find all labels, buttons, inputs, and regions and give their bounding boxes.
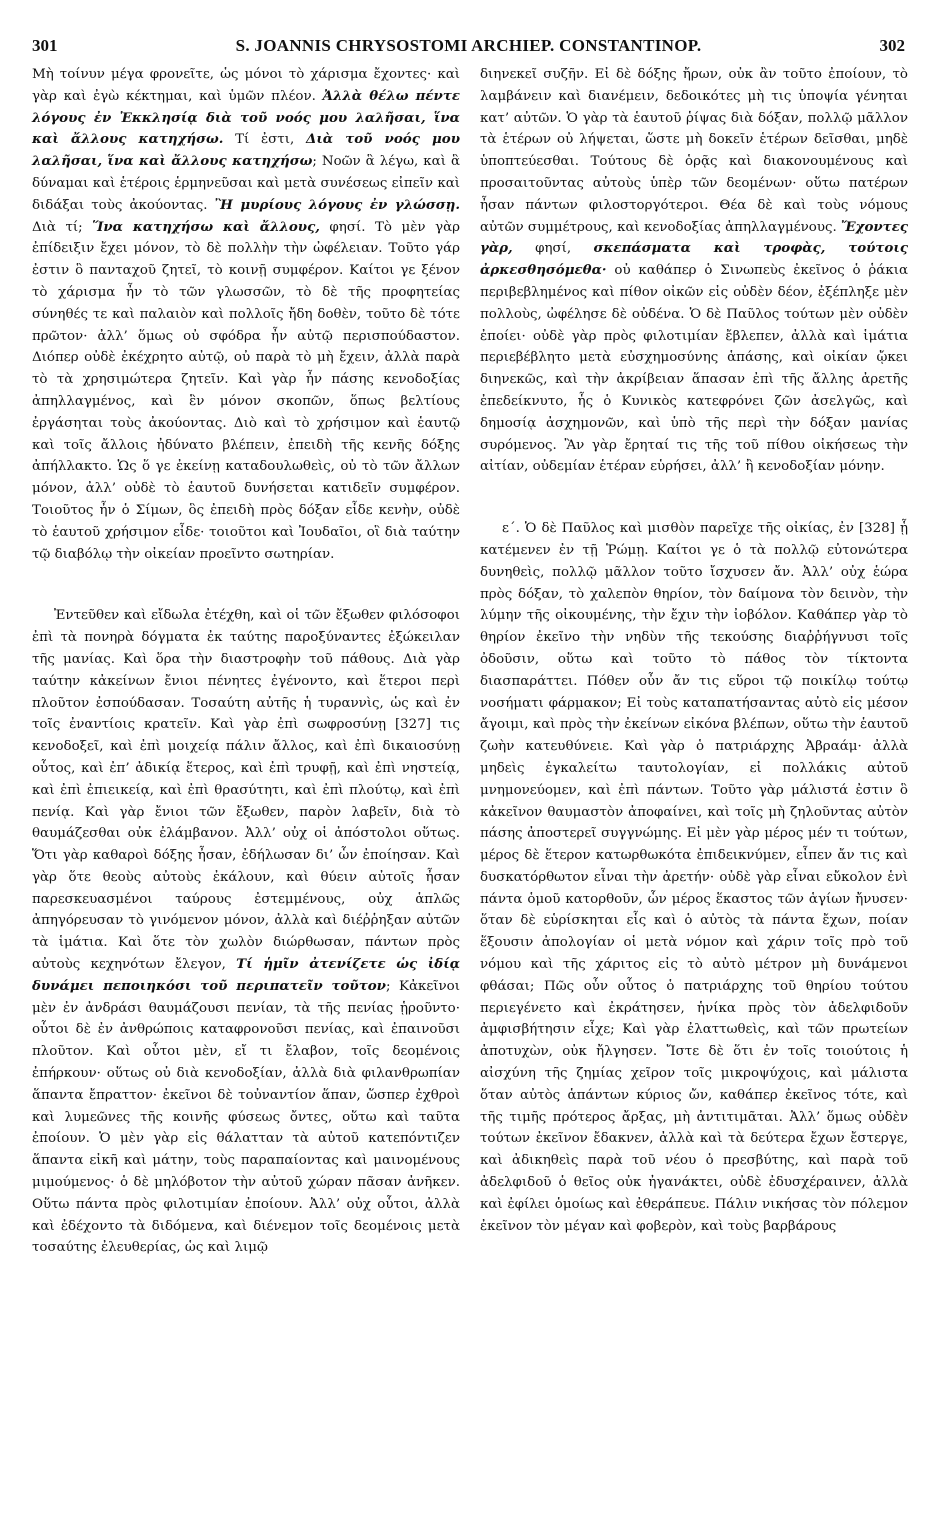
page-header bbox=[32, 36, 905, 60]
body-text: Διὰ τί; bbox=[32, 219, 93, 235]
body-text: οὐ καθάπερ ὁ Σινωπεὺς ἐκεῖνος ὁ ῥάκια περιβεβλημένος καὶ πίθον οἰκῶν εἰς οὐδὲν δέον, ἐξέπληξε μὲν πολλοὺς, ὠφέλησε δὲ οὐδένα. Ὁ δὲ Παῦλος τούτων μὲν οὐδὲν ἐποίει· οὐδὲ γὰρ πρὸς φιλοτιμίαν ἔβλεπεν, ἀλλὰ καὶ ἱμάτια περιεβέβλητο μετὰ εὐσχημοσύνης ἁπάσης, καὶ οἰκίαν ᾤκει διηνεκῶς, καὶ τὴν ἀκρίβειαν ἅπασαν ἐπὶ τῆς ἄλλης ἀρετῆς ἐπεδείκνυτο, ἧς ὁ Κυνικὸς κατεφρόνει ζῶν ἀσελγῶς, καὶ δημοσίᾳ ἀσχημονῶν, καὶ ὑπὸ τῆς περὶ τὴν δόξαν μανίας συρόμενος. Ἂν γὰρ ἔρηταί τις τῆς τοῦ πίθου οἰκήσεως τὴν αἰτίαν, οὐδεμίαν ἑτέραν εὑρήσει, ἀλλ’ ἢ κενοδοξίαν μόνην. bbox=[480, 263, 908, 475]
right-column bbox=[480, 64, 908, 1237]
page-number-right: 302 bbox=[879, 36, 905, 55]
scripture-citation: Τί ἡμῖν ἀτενίζετε ὡς ἰδίᾳ δυνάμει πεποιηκόσι τοῦ περιπατεῖν τοῦτον bbox=[32, 956, 460, 994]
paragraph bbox=[32, 605, 460, 1259]
body-text: ε΄. Ὁ δὲ Παῦλος καὶ μισθὸν παρεῖχε τῆς οἰκίας, ἐν [328] ᾗ κατέμενεν ἐν τῇ Ῥώμῃ. Καίτοι γε ὁ τὰ πολλῷ εὐτονώτερα δυνηθεὶς, πολλῷ μᾶλλον τοῦτο ἴσχυσεν ἄν. Ἀλλ’ οὐχ ἑώρα πρὸς δόξαν, τὸ χαλεπὸν θηρίον, τὸν δαίμονα τὸν δεινὸν, τὴν λύμην τῆς οἰκουμένης, τὴν ἔχιν τὴν ἰοβόλον. Καθάπερ γὰρ τὸ θηρίον ἐκεῖνο τὴν νηδὺν τῆς τεκούσης διαῤῥήγνυσι τοῖς ὀδοῦσιν, οὕτω καὶ τοῦτο τὸ πάθος τὸν τίκτοντα διασπαράττει. Πόθεν οὖν ἄν τις εὕροι τῷ ποικίλῳ τούτῳ νοσήματι φάρμακον; Εἰ τοὺς καταπατήσαντας αὐτὸ εἰς μέσον ἄγοιμι, καὶ πρὸς τὴν ἐκείνων εἰκόνα βλέπων, οὕτω τὴν ἑαυτοῦ ζωὴν κατευθύνειε. Καὶ γὰρ ὁ πατριάρχης Ἀβραάμ· ἀλλὰ μηδεὶς ἐγκαλείτω ταυτολογίαν, εἰ πολλάκις αὐτοῦ μνημονεύομεν, καὶ ἐπὶ πάντων. Τοῦτο γὰρ μάλιστά ἐστιν ὃ κἀκεῖνον θαυμαστὸν ἀποφαίνει, καὶ τοῖς μὴ ζηλοῦντας αὐτὸν πάσης ἀποστερεῖ συγγνώμης. Εἰ μὲν γὰρ μέρος μέν τι τούτων, μέρος δὲ ἕτερον κατωρθωκότα ἐπιδεικνύμεν, εἶπεν ἄν τις καὶ δυσκατόρθωτον εἶναι τὴν ἀρετήν· οὐδὲ γὰρ εἶναι εὔκολον ἑνὶ πάντα ὁμοῦ κατορθοῦν, ὧν μέρος ἕκαστος τῶν ἁγίων ἤνυσεν· ὅταν δὲ εὑρίσκηται εἷς καὶ ὁ αὐτὸς τὰ πάντα ἔχων, ποίαν ἕξουσιν ἀπολογίαν οἱ μετὰ νόμον καὶ χάριν τοῖς πρὸ τοῦ νόμου καὶ τῆς χάριτος εἰς τὸ αὐτὸ μέτρον μὴ δυνάμενοι φθάσαι; Πῶς οὖν οὗτος ὁ πατριάρχης τοῦ θηρίου τούτου περιεγένετο καὶ ἐκράτησεν, ἡνίκα πρὸς τὸν ἀδελφιδοῦν ἀμφισβήτησιν εἶχε; Καὶ γὰρ ἐλαττωθεὶς, καὶ τῶν πρωτείων ἀποτυχὼν, οὐκ ἤλγησεν. Ἴστε δὲ ὅτι ἐν τοῖς τοιούτοις ἡ αἰσχύνη τῆς ζημίας χεῖρον τοῖς μικροψύχοις, καὶ μάλιστα ὅταν αὐτὸς ἁπάντων κύριος ὤν, καθάπερ ἐκεῖνος τότε, καὶ τῆς τιμῆς πρότερος ἄρξας, μὴ ἀντιτιμᾶται. Ἀλλ’ ὅμως οὐδὲν τούτων ἐκεῖνον ἔδακνεν, ἀλλὰ καὶ τὰ δεύτερα ἔχων ἔστεργε, καὶ ἀδικηθεὶς παρὰ τοῦ νέου ὁ πρεσβύτης, καὶ παρὰ τοῦ ἀδελφιδοῦ ὁ θεῖος οὐκ ἠγανάκτει, οὐδὲ ἐδυσχέραινεν, ἀλλὰ καὶ ἐφίλει ὁμοίως καὶ ἐθεράπευε. Πάλιν νικήσας τὸν πόλεμον ἐκεῖνον τὸν μέγαν καὶ φοβερὸν, καὶ τοὺς βαρβάρους bbox=[480, 521, 908, 1234]
scripture-citation: Ἢ μυρίους λόγους ἐν γλώσσῃ. bbox=[214, 196, 460, 213]
body-text: Ἐντεῦθεν καὶ εἴδωλα ἐτέχθη, καὶ οἱ τῶν ἔξωθεν φιλόσοφοι ἐπὶ τὰ πονηρὰ δόγματα ἐκ ταύτης παροξύναντες ἐξώκειλαν τῆς μανίας. Καὶ ὅρα τὴν διαστροφὴν τοῦ πάθους. Διὰ γὰρ ταύτην κἀκείνων ἔνιοι πένητες ἐγένοντο, καὶ ἕτεροι περὶ πλοῦτον ἐσπούδασαν. Τοσαύτη αὐτῆς ἡ τυραννὶς, ὡς καὶ ἐν τοῖς ἐναντίοις κρατεῖν. Καὶ γὰρ ἐπὶ σωφροσύνῃ [327] τις κενοδοξεῖ, καὶ ἐπὶ μοιχείᾳ πάλιν ἄλλος, καὶ ἐπὶ δικαιοσύνῃ οὗτος, καὶ ἐπ’ ἀδικίᾳ ἕτερος, καὶ ἐπὶ τρυφῇ, καὶ ἐπὶ νηστείᾳ, καὶ ἐπὶ ἐπιεικείᾳ, καὶ ἐπὶ θρασύτητι, καὶ ἐπὶ πλούτῳ, καὶ ἐπὶ πενίᾳ. Καὶ γὰρ ἔνιοι τῶν ἔξωθεν, παρὸν λαβεῖν, διὰ τὸ θαυμάζεσθαι οὐκ ἐλάμβανον. Ἀλλ’ οὐχ οἱ ἀπόστολοι οὕτως. Ὅτι γὰρ καθαροὶ δόξης ἦσαν, ἐδήλωσαν δι’ ὧν ἐποίησαν. Καὶ γὰρ ὅτε θεοὺς αὐτοὺς ἐκάλουν, καὶ θύειν αὐτοῖς ἦσαν παρεσκευασμένοι ταύρους ἐστεμμένους, οὐχ ἁπλῶς ἀπηγόρευσαν τὸ γινόμενον μόνον, ἀλλὰ καὶ διέῤῥηξαν αὐτῶν τὰ ἱμάτια. Καὶ ὅτε τὸν χωλὸν διώρθωσαν, πάντων πρὸς αὐτοὺς κεχηνότων ἔλεγον, bbox=[32, 608, 460, 973]
body-text: Μὴ τοίνυν μέγα φρονεῖτε, ὡς μόνοι τὸ χάρισμα ἔχοντες· καὶ γὰρ καὶ ἐγὼ κέκτημαι, καὶ ὑμῶν πλέον. bbox=[32, 67, 460, 104]
scripture-citation: Ἵνα κατηχήσω καὶ ἄλλους, bbox=[92, 218, 320, 235]
body-text: φησί. Τὸ μὲν γὰρ ἐπίδειξιν ἔχει μόνον, τὸ δὲ πολλὴν τὴν ὠφέλειαν. Τοῦτο γάρ ἐστιν ὃ πανταχοῦ ζητεῖ, τὸ κοινῇ συμφέρον. Καίτοι γε ξένον τὸ χάρισμα ἦν τὸ τῶν γλωσσῶν, τὸ δὲ τῆς προφητείας σύνηθές τε καὶ παλαιὸν καὶ πολλοῖς ἤδη δοθὲν, τοῦτο δὲ τότε πρῶτον· ἀλλ’ ὅμως οὐ σφόδρα ἦν αὐτῷ περισπούδαστον. Διόπερ οὐδὲ ἐκέχρητο αὐτῷ, οὐ παρὰ τὸ μὴ ἔχειν, ἀλλὰ παρὰ τὸ τὰ χρησιμώτερα ζητεῖν. Καὶ γὰρ ἦν πάσης κενοδοξίας ἀπηλλαγμένος, καὶ ἓν μόνον σκοπῶν, ὅπως βελτίους ἐργάσηται τοὺς ἀκούοντας. Διὸ καὶ τὸ χρήσιμον καὶ ἑαυτῷ καὶ τοῖς ἄλλοις ἠδύνατο βλέπειν, ἐπειδὴ τῆς κενῆς δόξης ἀπήλλακτο. Ὡς ὅ γε ἐκείνῃ καταδουλωθεὶς, οὐ τὸ τῶν ἄλλων μόνον, ἀλλ’ οὐδὲ τὸ ἑαυτοῦ δυνήσεται κατιδεῖν συμφέρον. Τοιοῦτος ἦν ὁ Σίμων, ὃς ἐπειδὴ πρὸς δόξαν εἶδε κενὴν, οὐδὲ τὸ ἑαυτοῦ χρήσιμον εἶδε· τοιοῦτοι καὶ Ἰουδαῖοι, οἳ διὰ ταύτην τῷ διαβόλῳ τὴν οἰκείαν προεῖντο σωτηρίαν. bbox=[32, 219, 460, 562]
body-text: διηνεκεῖ συζῆν. Εἰ δὲ δόξης ἤρων, οὐκ ἂν τοῦτο ἐποίουν, τὸ λαμβάνειν καὶ διανέμειν, δεδοικότες μὴ τις ὑποψία γένηται κατ’ αὐτῶν. Ὁ γὰρ τὰ ἑαυτοῦ ῥίψας διὰ δόξαν, πολλῷ μᾶλλον τὰ ἑτέρων οὐ λήψεται, ὥστε μὴ δοκεῖν ἑτέρων δεῖσθαι, μηδὲ ὑποπτεύεσθαι. Τούτους δὲ ὁρᾷς καὶ διακονουμένους καὶ προσαιτοῦντας αὐτοὺς ὑπὲρ τῶν δεομένων· οὕτω πατέρων ἦσαν πάντων φιλοστοργότεροι. Θέα δὲ καὶ τοὺς νόμους αὐτῶν συμμέτρους, καὶ κενοδοξίας ἀπηλλαγμένους. bbox=[480, 67, 908, 235]
page-number-left: 301 bbox=[32, 36, 58, 55]
paragraph bbox=[32, 64, 460, 565]
paragraph bbox=[480, 64, 908, 478]
body-text: Τί ἐστι, bbox=[223, 132, 306, 148]
body-text: ; Κἀκεῖνοι μὲν ἐν ἀνδράσι θαυμάζουσι πενίαν, τὰ τῆς πενίας ᾑροῦντο· οὗτοι δὲ ἐν ἀνθρώποις καταφρονοῦσι πενίας, καὶ ἐπαινοῦσι πλοῦτον. Καὶ οὗτοι μὲν, εἴ τι ἔλαβον, τοῖς δεομένοις ἐπήρκουν· οὕτως οὐ διὰ κενοδοξίαν, ἀλλὰ διὰ φιλανθρωπίαν ἅπαντα ἔπραττον· ἐκεῖνοι δὲ τοὐναντίον ἅπαν, ὥσπερ ἐχθροὶ καὶ λυμεῶνες τῆς κοινῆς φύσεως ὄντες, οὕτω καὶ ταῦτα ἐποίουν. Ὁ μὲν γὰρ εἰς θάλατταν τὰ αὐτοῦ κατεπόντιζεν ἅπαντα εἰκῆ καὶ μάτην, τοὺς παραπαίοντας καὶ μαινομένους μιμούμενος· ὁ δὲ μηλόβοτον τὴν αὐτοῦ χώραν πᾶσαν ἀνῆκεν. Οὕτω πάντα πρὸς φιλοτιμίαν ἐποίουν. Ἀλλ’ οὐχ οὗτοι, ἀλλὰ καὶ ἐδέχοντο τὰ διδόμενα, καὶ διένεμον τοῖς δεομένοις μετὰ τοσαύτης ἐλευθερίας, ὡς καὶ λιμῷ bbox=[32, 978, 460, 1256]
scripture-citation: Ἀλλὰ θέλω πέντε λόγους ἐν Ἐκκλησίᾳ διὰ τοῦ νοός μου λαλῆσαι, ἵνα καὶ ἄλλους κατηχήσω. bbox=[32, 87, 461, 148]
scripture-citation: Διὰ τοῦ νοός μου λαλῆσαι, ἵνα καὶ ἄλλους κατηχήσω bbox=[32, 131, 460, 170]
section-gap bbox=[480, 478, 908, 518]
left-column bbox=[32, 64, 460, 1259]
section-gap bbox=[32, 565, 460, 605]
body-text: φησί, bbox=[512, 241, 594, 257]
scripture-citation: σκεπάσματα καὶ τροφὰς, τούτοις ἀρκεσθησόμεθα· bbox=[480, 240, 908, 279]
paragraph bbox=[480, 518, 908, 1237]
body-text: ; Νοῶν ἃ λέγω, καὶ ἃ δύναμαι καὶ ἑτέροις ἑρμηνεῦσαι καὶ μετὰ συνέσεως εἰπεῖν καὶ διδάξαι τοὺς ἀκούοντας. bbox=[32, 154, 460, 213]
running-title: S. JOANNIS CHRYSOSTOMI ARCHIEP. CONSTANTINOP. bbox=[235, 36, 702, 55]
scripture-citation: Ἔχοντες γὰρ, bbox=[480, 218, 908, 257]
